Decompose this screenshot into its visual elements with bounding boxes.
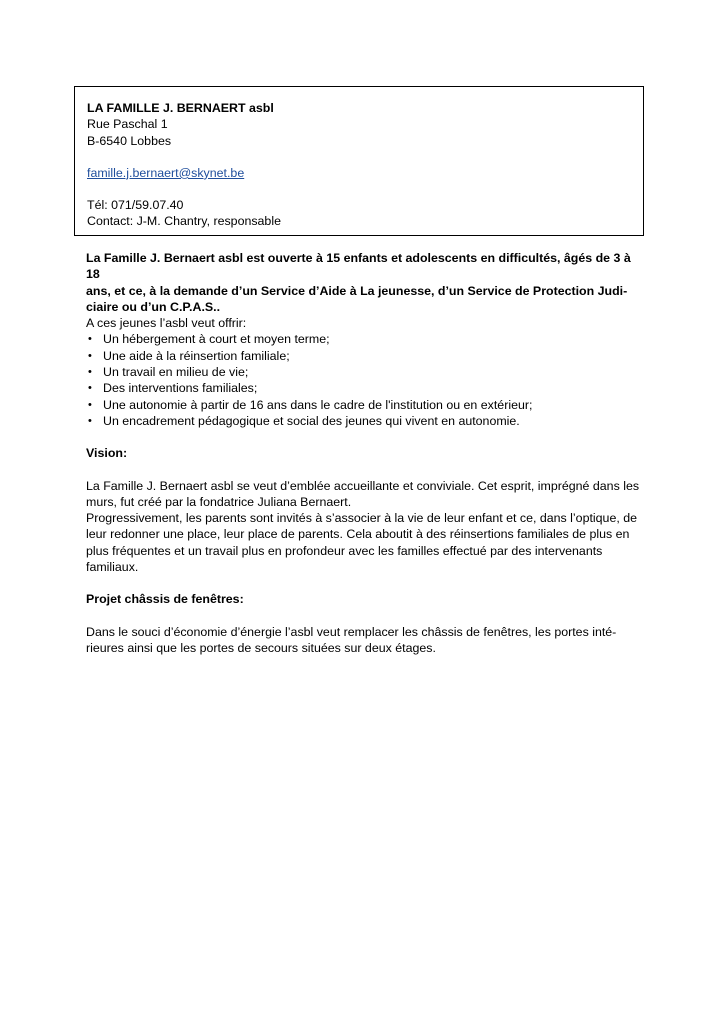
vision-para2-line-4: familiaux. [86, 560, 139, 575]
phone-number: Tél: 071/59.07.40 [87, 198, 184, 213]
bullet-icon: • [88, 414, 92, 427]
vision-para1-line-1: La Famille J. Bernaert asbl se veut d’emblée accueillante et conviviale. Cet esprit, imprégné dans les [86, 478, 640, 493]
email-link[interactable]: famille.j.bernaert@skynet.be [87, 165, 245, 180]
document-body [86, 250, 646, 656]
offer-list [86, 331, 646, 429]
bullet-icon: • [88, 366, 92, 379]
address-street: Rue Paschal 1 [87, 117, 168, 132]
vision-heading: Vision: [86, 446, 128, 461]
org-name: LA FAMILLE J. BERNAERT asbl [87, 101, 274, 115]
vision-para2-line-1: Progressivement, les parents sont invités à s’associer à la vie de leur enfant et ce, dans l’optique, de [86, 511, 637, 526]
intro-lead-line-3: ciaire ou d’un C.P.A.S.. [86, 299, 221, 314]
contact-person: Contact: J-M. Chantry, responsable [87, 214, 281, 229]
list-item: • Une aide à la réinsertion familiale; [88, 348, 290, 363]
bullet-icon: • [88, 349, 92, 362]
bullet-icon: • [88, 382, 92, 395]
intro-lead-line-1: La Famille J. Bernaert asbl est ouverte à 15 enfants et adolescents en difficultés, âgés de 3 à 18 [86, 251, 631, 282]
list-item: • Des interventions familiales; [88, 381, 258, 396]
list-item: • Une autonomie à partir de 16 ans dans le cadre de l'institution ou en extérieur; [88, 397, 533, 412]
project-line-2: rieures ainsi que les portes de secours situées sur deux étages. [86, 640, 436, 655]
list-item: • Un hébergement à court et moyen terme; [88, 332, 330, 347]
project-heading: Projet châssis de fenêtres: [86, 592, 244, 607]
vision-para1-line-2: murs, fut créé par la fondatrice Juliana Bernaert. [86, 494, 352, 509]
vision-para2-line-2: leur redonner une place, leur place de parents. Cela aboutit à des réinsertions familiales de plus en [86, 527, 630, 542]
bullet-icon: • [88, 398, 92, 411]
list-item: • Un encadrement pédagogique et social des jeunes qui vivent en autonomie. [88, 413, 520, 428]
project-line-1: Dans le souci d’économie d’énergie l’asbl veut remplacer les châssis de fenêtres, les portes inté- [86, 624, 617, 639]
contact-box [74, 86, 644, 236]
address-city: B-6540 Lobbes [87, 133, 172, 148]
vision-para2-line-3: plus fréquentes et un travail plus en profondeur avec les familles effectué par des intervenants [86, 543, 603, 558]
list-item: • Un travail en milieu de vie; [88, 365, 249, 380]
intro-lead-line-2: ans, et ce, à la demande d’un Service d’Aide à La jeunesse, d’un Service de Protection Judi- [86, 283, 628, 298]
offer-intro: A ces jeunes l’asbl veut offrir: [86, 316, 247, 331]
bullet-icon: • [88, 333, 92, 346]
